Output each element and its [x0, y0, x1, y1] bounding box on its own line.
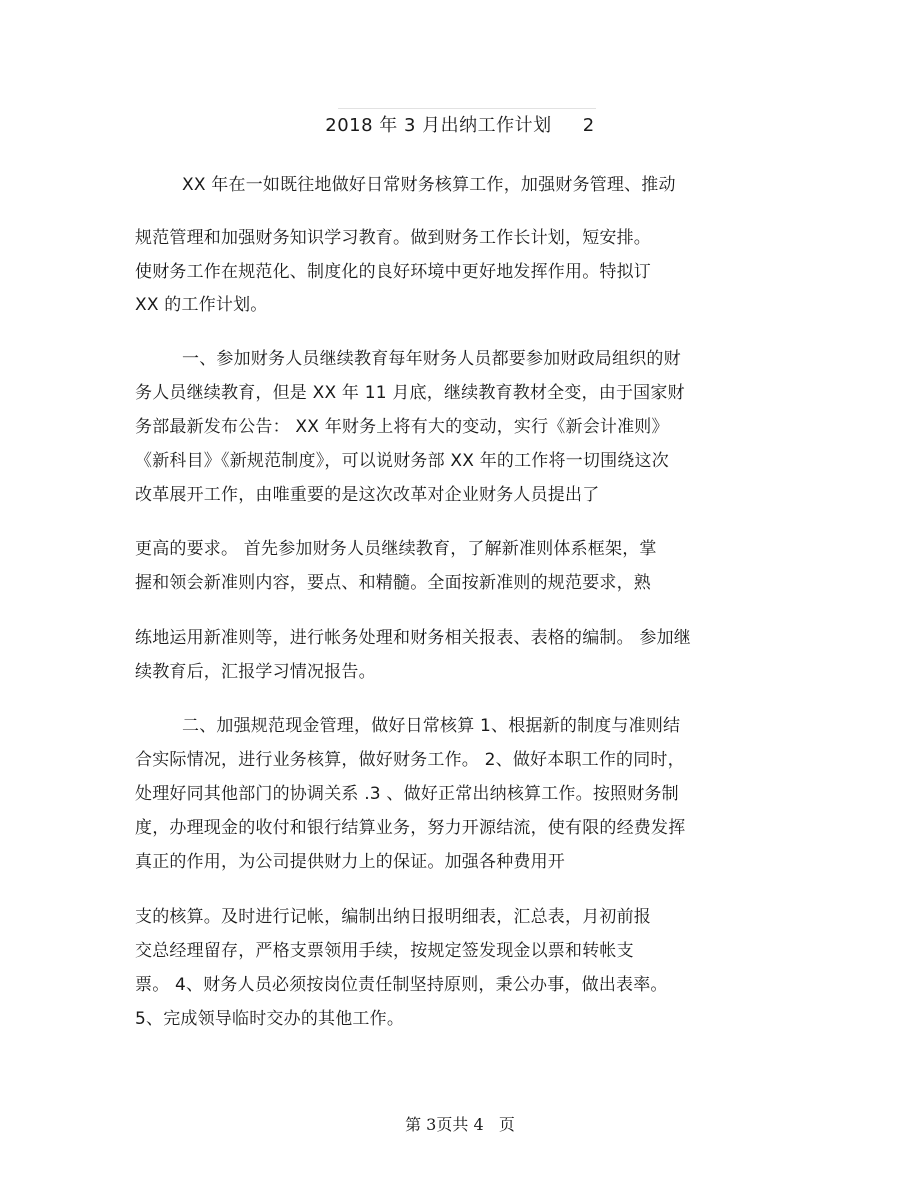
paragraph-line: 《新科目》《新规范制度》，可以说财务部 XX 年的工作将一切围绕这次 [135, 451, 669, 471]
paragraph-line: 续教育后，汇报学习情况报告。 [135, 662, 376, 682]
paragraph-line: 务部最新发布公告： XX 年财务上将有大的变动，实行《新会计准则》 [135, 417, 669, 437]
paragraph-line: 更高的要求。 首先参加财务人员继续教育，了解新准则体系框架，掌 [135, 539, 657, 559]
paragraph-line: 交总经理留存，严格支票领用手续，按规定签发现金以票和转帐支 [135, 941, 634, 961]
paragraph-line: 规范管理和加强财务知识学习教育。做到财务工作长计划，短安排。 [135, 228, 651, 248]
paragraph-line: 票。 4、财务人员必须按岗位责任制坚持原则，秉公办事，做出表率。 [135, 975, 668, 995]
paragraph-line: 合实际情况，进行业务核算，做好财务工作。 2、做好本职工作的同时， [135, 750, 685, 770]
paragraph-line: 5、完成领导临时交办的其他工作。 [135, 1009, 405, 1029]
page-number-footer: 第 3页共 4 页 [405, 1115, 515, 1134]
paragraph-line: 度，办理现金的收付和银行结算业务，努力开源结流，使有限的经费发挥 [135, 818, 686, 838]
paragraph-line: 一、参加财务人员继续教育每年财务人员都要参加财政局组织的财 [182, 349, 681, 369]
paragraph-line: 使财务工作在规范化、制度化的良好环境中更好地发挥作用。特拟订 [135, 262, 651, 282]
paragraph-line: 握和领会新准则内容，要点、和精髓。全面按新准则的规范要求，熟 [135, 573, 651, 593]
paragraph-line: XX 年在一如既往地做好日常财务核算工作，加强财务管理、推动 [182, 175, 676, 195]
paragraph-line: 改革展开工作，由唯重要的是这次改革对企业财务人员提出了 [135, 485, 600, 505]
document-title: 2018 年 3 月出纳工作计划 2 [325, 115, 595, 136]
paragraph-line: 支的核算。及时进行记帐，编制出纳日报明细表，汇总表，月初前报 [135, 907, 651, 927]
paragraph-line: 二、加强规范现金管理，做好日常核算 1、根据新的制度与准则结 [182, 716, 681, 736]
paragraph-line: 练地运用新准则等，进行帐务处理和财务相关报表、表格的编制。 参加继 [135, 628, 692, 648]
header-rule [338, 108, 596, 109]
paragraph-line: XX 的工作计划。 [135, 295, 268, 315]
paragraph-line: 务人员继续教育，但是 XX 年 11 月底，继续教育教材全变，由于国家财 [135, 383, 685, 403]
paragraph-line: 处理好同其他部门的协调关系 .3 、做好正常出纳核算工作。按照财务制 [135, 784, 679, 804]
paragraph-line: 真正的作用，为公司提供财力上的保证。加强各种费用开 [135, 852, 565, 872]
